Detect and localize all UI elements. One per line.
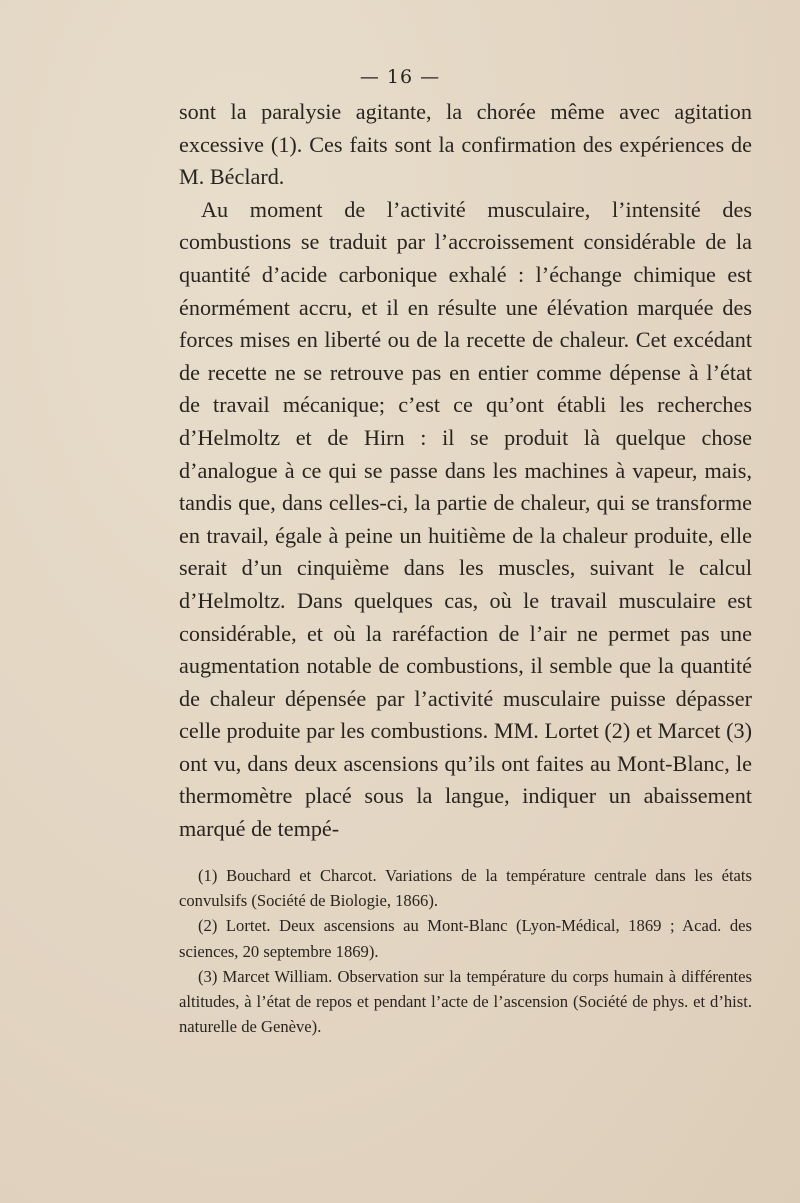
footnote: (3) Marcet William. Observation sur la température du corps humain à différentes altitudes, à l’état de repos et pendant l’acte de l’ascension (Société de phys. et d’hist. naturelle de Genève). bbox=[179, 966, 752, 1037]
paragraph: Au moment de l’activité musculaire, l’intensité des combustions se traduit par l’accroissement considérable de la quantité d’acide carbonique exhalé : l’échange chimique est énormément accru, et il en résulte une élévation marquée des forces mises en liberté ou de la recette de chaleur. Cet excédant de recette ne se retrouve pas en entier comme dépense à l’état de travail mécanique; c’est ce qu’ont établi les recherches d’Helmoltz et de Hirn : il se produit là quelque chose d’analogue à ce qui se passe dans les machines à vapeur, mais, tandis que, dans celles-ci, la partie de chaleur, qui se transforme en travail, égale à peine un huitième de la chaleur produite, elle serait d’un cinquième dans les muscles, suivant le calcul d’Helmoltz. Dans quelques cas, où le travail musculaire est considérable, et où la raréfaction de l’air ne permet pas une augmentation notable de combustions, il semble que la quantité de chaleur dépensée par l’activité musculaire puisse dépasser celle produite par les combustions. MM. Lortet (2) et Marcet (3) ont vu, dans deux ascensions qu’ils ont faites au Mont-Blanc, le thermomètre placé sous la langue, indiquer un abaissement marqué de tempé- bbox=[179, 196, 752, 842]
footnote: (1) Bouchard et Charcot. Variations de la température centrale dans les états convulsifs (Société de Biologie, 1866). bbox=[179, 866, 752, 911]
footnotes bbox=[179, 863, 752, 1039]
page-number: — 16 — bbox=[359, 66, 441, 88]
body-text bbox=[179, 96, 752, 846]
footnote: (2) Lortet. Deux ascensions au Mont-Blanc (Lyon-Médical, 1869 ; Acad. des sciences, 20 septembre 1869). bbox=[179, 916, 752, 961]
paragraph: sont la paralysie agitante, la chorée même avec agitation excessive (1). Ces faits sont la confirmation des expériences de M. Béclard. bbox=[179, 99, 752, 190]
